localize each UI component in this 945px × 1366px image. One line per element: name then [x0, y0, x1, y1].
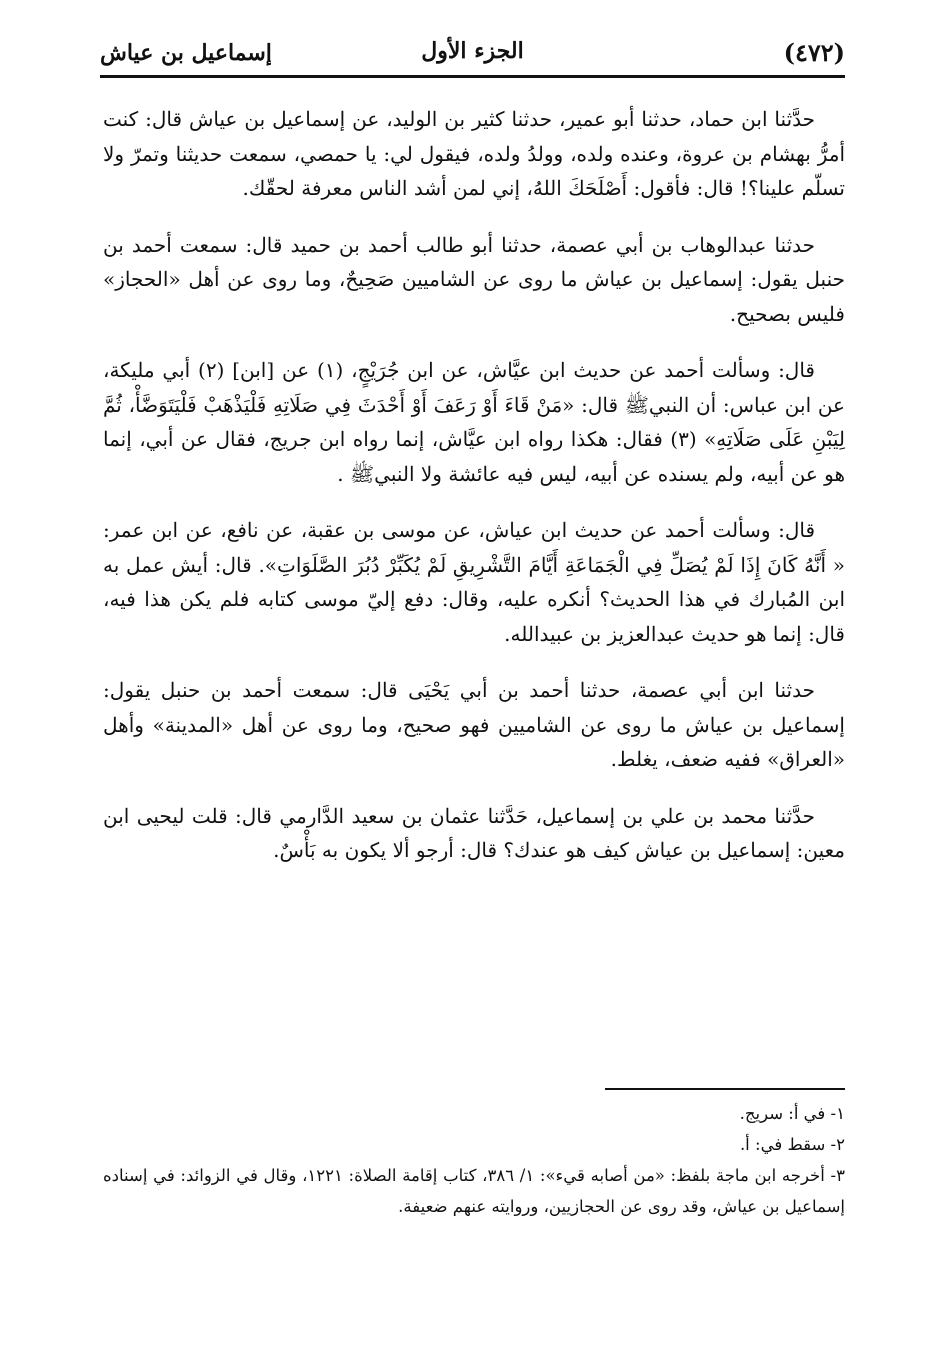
paragraph: حدَّثنا محمد بن علي بن إسماعيل، حَدَّثنا عثمان بن سعيد الدَّارمي قال: قلت ليحيى ابن معين: إسماعيل بن عياش كيف هو عندك؟ قال: أرجو ألا يكون به بَأْسٌ.: [103, 803, 845, 862]
paragraph: قال: وسألت أحمد عن حديث ابن عيَّاش، عن ابن جُرَيْجٍ، (١) عن [ابن] (٢) أبي مليكة، عن ابن عباس: أن النبيﷺ قال: «مَنْ قَاءَ أَوْ رَعَفَ أَوْ أَحْدَثَ فِي صَلَاتِهِ فَلْيَذْهَبْ فَلْيَتَوَضَّأْ، ثُمَّ لِيَبْنِ عَلَى صَلَاتِهِ» (٣) فقال: هكذا رواه ابن عيَّاش، إنما رواه ابن جريج، فقال عن أبي، إنما هو عن أبيه، ولم يسنده عن أبيه، ليس فيه عائشة ولا النبيﷺ .: [103, 358, 845, 486]
running-title: إسماعيل بن عياش: [100, 40, 272, 66]
footnote-separator: [605, 1088, 845, 1090]
volume-title: الجزء الأول: [421, 38, 524, 64]
paragraph: حدثنا عبدالوهاب بن أبي عصمة، حدثنا أبو طالب أحمد بن حميد قال: سمعت أحمد بن حنبل يقول: إسماعيل بن عياش ما روى عن الشاميين صَحِيحٌ، وما روى عن أهل «الحجاز» فليس بصحيح.: [103, 232, 845, 326]
footnote: ٣- أخرجه ابن ماجة بلفظ: «من أصابه قيء»: ١/ ٣٨٦، كتاب إقامة الصلاة: ١٢٢١، وقال في الزوائد: في إسناده إسماعيل بن عياش، وقد روى عن الحجازيين، وروايته عنهم ضعيفة.: [103, 1166, 845, 1216]
paragraph: قال: وسألت أحمد عن حديث ابن عياش، عن موسى بن عقبة، عن نافع، عن ابن عمر: « أَنَّهُ كَانَ إِذَا لَمْ يُصَلِّ فِي الْجَمَاعَةِ أَيَّامَ التَّشْرِيقِ لَمْ يُكَبِّرْ دُبُرَ الصَّلَوَاتِ». قال: أيش عمل به ابن المُبارك في هذا الحديث؟ أنكره عليه، وقال: دفع إليّ موسى كتابه فلم يكن هذا فيه، قال: إنما هو حديث عبدالعزيز بن عبيدالله.: [103, 518, 845, 646]
paragraph: حدَّثنا ابن حماد، حدثنا أبو عمير، حدثنا كثير بن الوليد، عن إسماعيل بن عياش قال: كنت أمرُّ بهشام بن عروة، وعنده ولده، وولدُ ولده، فيقول لي: يا حمصي، سمعت حديثنا وتمرّ ولا تسلّم علينا؟! قال: فأقول: أَصْلَحَكَ اللهُ، إني لمن أشد الناس معرفة لحقّك.: [103, 107, 845, 200]
page-header: [100, 30, 845, 80]
header-rule: [100, 75, 845, 78]
footnote: ٢- سقط في: أ.: [739, 1135, 845, 1154]
footnote: ١- في أ: سريج.: [739, 1104, 845, 1123]
page-number: (٤٧٢): [783, 38, 845, 67]
footnotes: [103, 1098, 845, 1222]
paragraph: حدثنا ابن أبي عصمة، حدثنا أحمد بن أبي يَحْيَى قال: سمعت أحمد بن حنبل يقول: إسماعيل بن عياش ما روى عن الشاميين فهو صحيح، وما روى عن أهل «المدينة» وأهل «العراق» ففيه ضعف، يغلط.: [103, 678, 845, 771]
main-text: [103, 102, 845, 890]
